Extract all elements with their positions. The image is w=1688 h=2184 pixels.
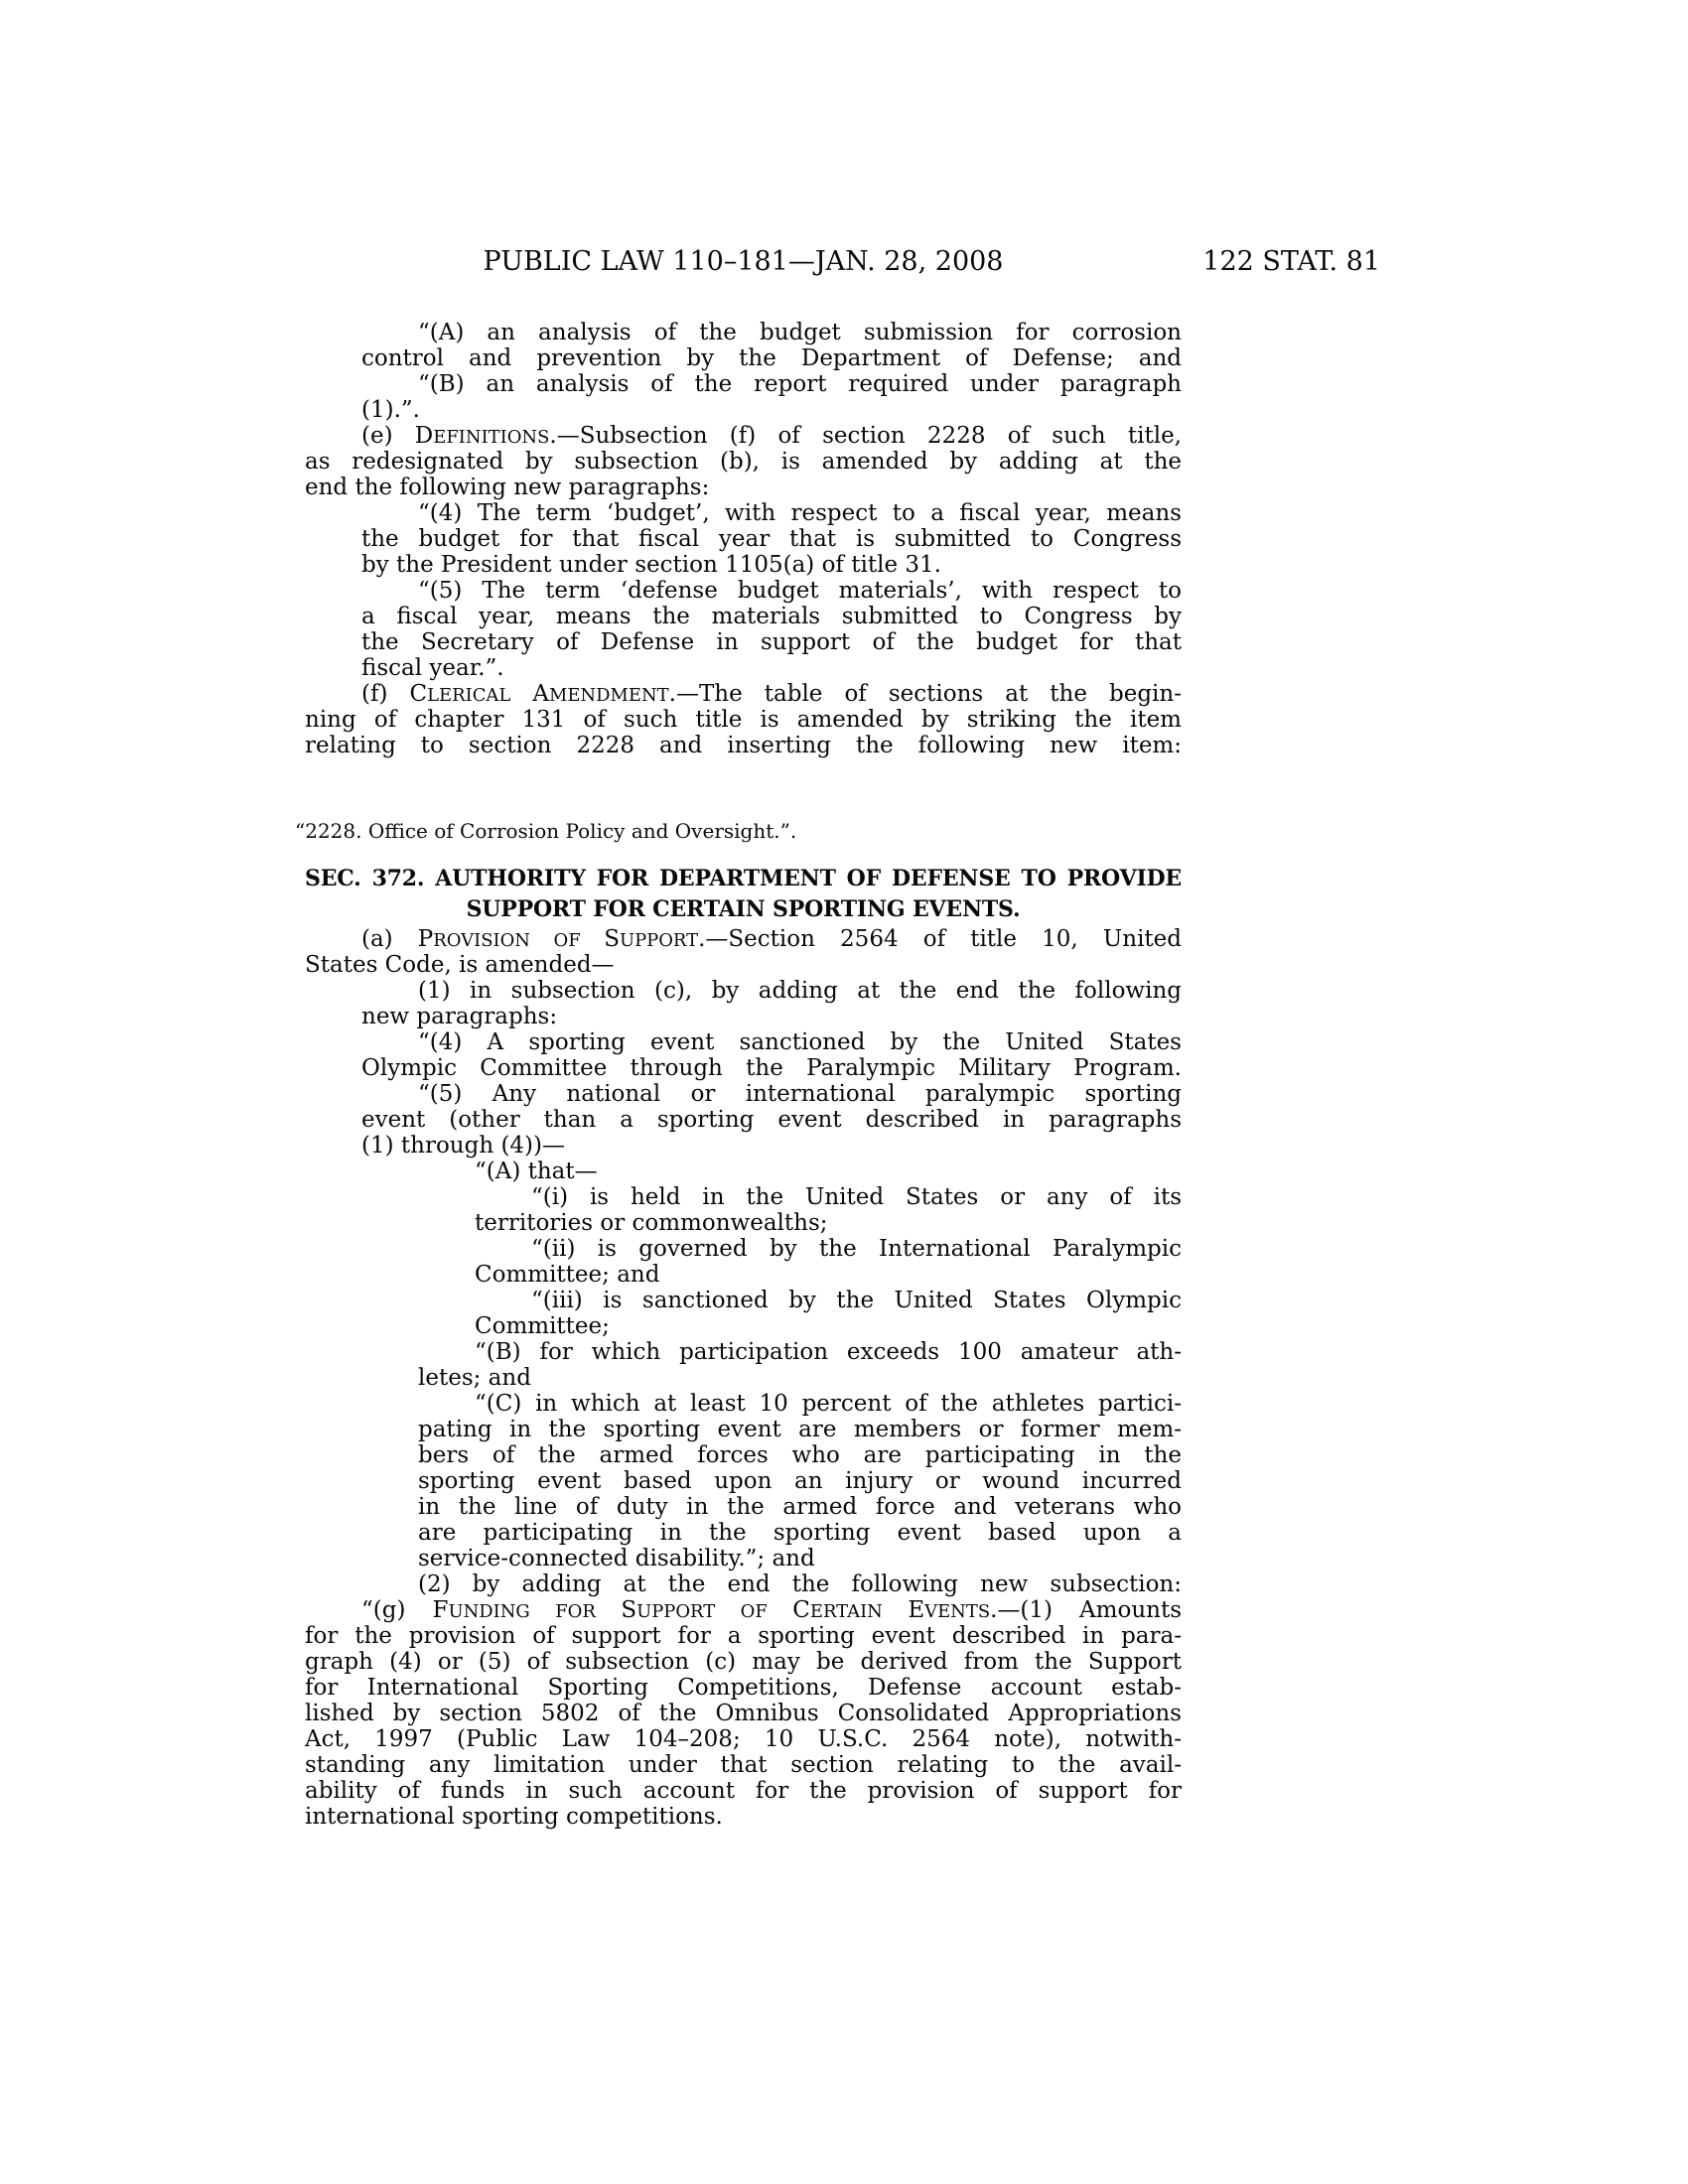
running-header-title: PUBLIC LAW 110–181—JAN. 28, 2008: [483, 246, 1004, 277]
running-header-stat-page: 122 STAT. 81: [1202, 246, 1380, 277]
text-line: “(A) that—: [475, 1159, 598, 1184]
small-caps-text: VENTS: [924, 1601, 991, 1622]
text-line: [361, 681, 1182, 707]
text-line: standing any limitation under that section relating to the avail-: [305, 1752, 1182, 1778]
text-line: letes; and: [418, 1365, 531, 1391]
text-line: (1) in subsection (c), by adding at the end the following: [418, 978, 1182, 1004]
text-segment: .—Section 2564 of title 10, United: [698, 926, 1182, 952]
text-segment: E: [908, 1597, 925, 1623]
text-segment: S: [621, 1597, 637, 1623]
text-line: by the President under section 1105(a) of title 31.: [361, 552, 941, 578]
text-line: a fiscal year, means the materials submitted to Congress by: [361, 604, 1182, 629]
text-line: “(i) is held in the United States or any of its: [531, 1184, 1182, 1210]
small-caps-text: LERICAL: [427, 685, 511, 706]
text-segment: (f) C: [361, 681, 428, 707]
text-line: Committee;: [475, 1313, 610, 1339]
text-line: lished by section 5802 of the Omnibus Consolidated Appropriations: [305, 1701, 1182, 1726]
text-line: “(4) A sporting event sanctioned by the United States: [418, 1029, 1182, 1055]
section-heading-line1: SEC. 372. AUTHORITY FOR DEPARTMENT OF DEFENSE TO PROVIDE: [305, 866, 1182, 891]
body-text-block-upper: [305, 320, 1182, 758]
text-segment: S: [604, 926, 620, 952]
text-line: territories or commonwealths;: [475, 1210, 828, 1236]
text-line: ability of funds in such account for the provision of support for: [305, 1778, 1182, 1804]
text-line: Committee; and: [475, 1262, 660, 1288]
text-line: “(B) for which participation exceeds 100 amateur ath-: [475, 1339, 1182, 1365]
text-line: are participating in the sporting event based upon a: [418, 1520, 1182, 1546]
text-line: “(ii) is governed by the International Paralympic: [531, 1236, 1182, 1262]
text-line: Act, 1997 (Public Law 104–208; 10 U.S.C. 2564 note), notwith-: [305, 1726, 1182, 1752]
text-line: control and prevention by the Department of Defense; and: [361, 345, 1182, 371]
text-segment: “(g) F: [361, 1597, 449, 1623]
small-caps-text: EFINITIONS: [433, 427, 550, 448]
text-line: for International Sporting Competitions, Defense account estab-: [305, 1675, 1182, 1701]
text-line: ning of chapter 131 of such title is amended by striking the item: [305, 707, 1182, 733]
text-line: “(iii) is sanctioned by the United States Olympic: [531, 1288, 1182, 1313]
text-line: for the provision of support for a sporting event described in para-: [305, 1623, 1182, 1649]
text-segment: (e) D: [361, 423, 434, 449]
text-line: graph (4) or (5) of subsection (c) may be derived from the Support: [305, 1649, 1182, 1675]
text-line: event (other than a sporting event described in paragraphs: [361, 1107, 1182, 1133]
small-caps-text: ROVISION OF: [433, 930, 605, 951]
text-line: the Secretary of Defense in support of the budget for that: [361, 629, 1182, 655]
text-line: (1).”.: [361, 397, 420, 423]
text-line: service-connected disability.”; and: [418, 1546, 815, 1571]
text-line: end the following new paragraphs:: [305, 475, 710, 500]
text-segment: A: [510, 681, 549, 707]
text-line: [361, 1597, 1182, 1623]
text-line: bers of the armed forces who are participating in the: [418, 1442, 1182, 1468]
small-caps-text: UPPORT OF: [636, 1601, 793, 1622]
text-line: international sporting competitions.: [305, 1804, 723, 1830]
text-segment: .—Subsection (f) of section 2228 of such title,: [549, 423, 1182, 449]
table-of-sections-item: “2228. Office of Corrosion Policy and Oversight.”.: [295, 819, 797, 843]
text-line: fiscal year.”.: [361, 655, 504, 681]
text-line: “(B) an analysis of the report required under paragraph: [418, 371, 1182, 397]
text-line: “(5) Any national or international paralympic sporting: [418, 1081, 1182, 1107]
text-line: as redesignated by subsection (b), is amended by adding at the: [305, 449, 1182, 475]
text-line: “(C) in which at least 10 percent of the athletes partici-: [475, 1391, 1182, 1417]
text-line: (2) by adding at the end the following new subsection:: [418, 1571, 1182, 1597]
small-caps-text: MENDMENT: [548, 685, 669, 706]
text-line: [361, 423, 1182, 449]
text-line: “(5) The term ‘defense budget materials’, with respect to: [418, 578, 1182, 604]
body-text-block-lower: [305, 926, 1182, 1830]
text-segment: C: [792, 1597, 810, 1623]
text-line: relating to section 2228 and inserting the following new item:: [305, 733, 1182, 758]
section-heading-line2: SUPPORT FOR CERTAIN SPORTING EVENTS.: [466, 896, 1021, 922]
text-segment: (a) P: [361, 926, 434, 952]
text-line: new paragraphs:: [361, 1004, 558, 1029]
small-caps-text: ERTAIN: [809, 1601, 909, 1622]
text-segment: .—The table of sections at the begin-: [668, 681, 1182, 707]
small-caps-text: UPPORT: [619, 930, 699, 951]
text-line: the budget for that fiscal year that is submitted to Congress: [361, 526, 1182, 552]
text-line: Olympic Committee through the Paralympic Military Program.: [361, 1055, 1182, 1081]
text-line: [361, 926, 1182, 952]
text-line: States Code, is amended—: [305, 952, 615, 978]
text-line: “(4) The term ‘budget’, with respect to a fiscal year, means: [418, 500, 1182, 526]
text-line: sporting event based upon an injury or wound incurred: [418, 1468, 1182, 1494]
text-line: (1) through (4))—: [361, 1133, 566, 1159]
small-caps-text: UNDING FOR: [448, 1601, 622, 1622]
text-line: “(A) an analysis of the budget submission for corrosion: [418, 320, 1182, 345]
text-segment: .—(1) Amounts: [990, 1597, 1182, 1623]
text-line: pating in the sporting event are members or former mem-: [418, 1417, 1182, 1442]
text-line: in the line of duty in the armed force and veterans who: [418, 1494, 1182, 1520]
